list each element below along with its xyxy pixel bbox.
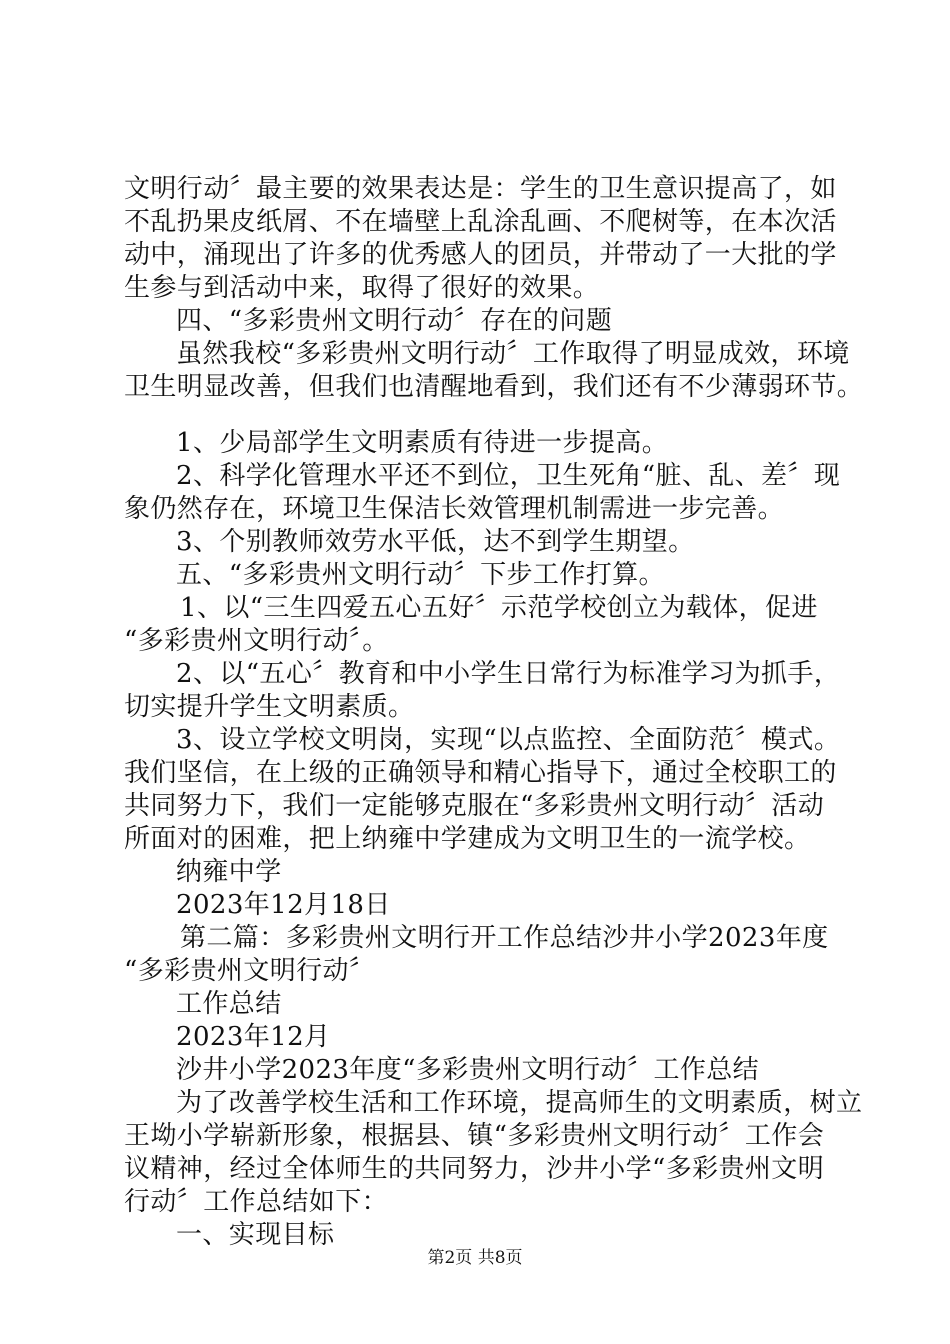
- text-line: 为了改善学校生活和工作环境，提高师生的文明素质，树立: [176, 1088, 863, 1118]
- text-line: 共同努力下，我们一定能够克服在“多彩贵州文明行动〞活动: [124, 791, 825, 821]
- text-line: 生参与到活动中来，取得了很好的效果。: [124, 273, 600, 303]
- signature-date: 2023年12月18日: [176, 890, 391, 920]
- text-line: 文明行动〞最主要的效果表达是：学生的卫生意识提高了，如: [124, 174, 837, 204]
- text-line: 工作总结: [176, 989, 282, 1019]
- section-heading: 五、“多彩贵州文明行动〞下步工作打算。: [176, 560, 665, 590]
- text-line: 切实提升学生文明素质。: [124, 692, 415, 722]
- list-item: 1、以“三生四爱五心五好〞示范学校创立为载体，促进: [180, 593, 818, 623]
- section-heading: 沙井小学2023年度“多彩贵州文明行动〞工作总结: [176, 1055, 760, 1085]
- text-line: 虽然我校“多彩贵州文明行动〞工作取得了明显成效，环境: [176, 339, 850, 369]
- page-number-footer: 第2页 共8页: [427, 1248, 523, 1268]
- text-line: 行动〞工作总结如下：: [124, 1187, 389, 1217]
- text-line: 议精神，经过全体师生的共同努力，沙井小学“多彩贵州文明: [124, 1154, 825, 1184]
- section-heading: 一、实现目标: [176, 1220, 335, 1250]
- list-item: 2、科学化管理水平还不到位，卫生死角“脏、乱、差〞现: [176, 461, 841, 491]
- text-line: 王坳小学崭新形象，根据县、镇“多彩贵州文明行动〞工作会: [124, 1121, 825, 1151]
- text-line: 卫生明显改善，但我们也清醒地看到，我们还有不少薄弱环节。: [124, 372, 864, 402]
- list-item: 1、少局部学生文明素质有待进一步提高。: [176, 428, 669, 458]
- text-line: 动中，涌现出了许多的优秀感人的团员，并带动了一大批的学: [124, 240, 837, 270]
- text-line: “多彩贵州文明行动〞: [124, 956, 376, 986]
- list-item: 3、设立学校文明岗，实现“以点监控、全面防范〞模式。: [176, 725, 841, 755]
- section-heading: 四、“多彩贵州文明行动〞存在的问题: [176, 306, 613, 336]
- text-line: 所面对的困难，把上纳雍中学建成为文明卫生的一流学校。: [124, 824, 811, 854]
- text-line: 不乱扔果皮纸屑、不在墙壁上乱涂乱画、不爬树等，在本次活: [124, 207, 837, 237]
- signature-org: 纳雍中学: [176, 857, 282, 887]
- list-item: 2、以“五心〞教育和中小学生日常行为标准学习为抓手，: [176, 659, 841, 689]
- text-line: “多彩贵州文明行动〞。: [124, 626, 389, 656]
- text-line: 2023年12月: [176, 1022, 331, 1052]
- text-line: 象仍然存在，环境卫生保洁长效管理机制需进一步完善。: [124, 494, 785, 524]
- text-line: 我们坚信，在上级的正确领导和精心指导下，通过全校职工的: [124, 758, 837, 788]
- list-item: 3、个别教师效劳水平低，达不到学生期望。: [176, 527, 695, 557]
- section-heading: 第二篇：多彩贵州文明行开工作总结沙井小学2023年度: [180, 923, 829, 953]
